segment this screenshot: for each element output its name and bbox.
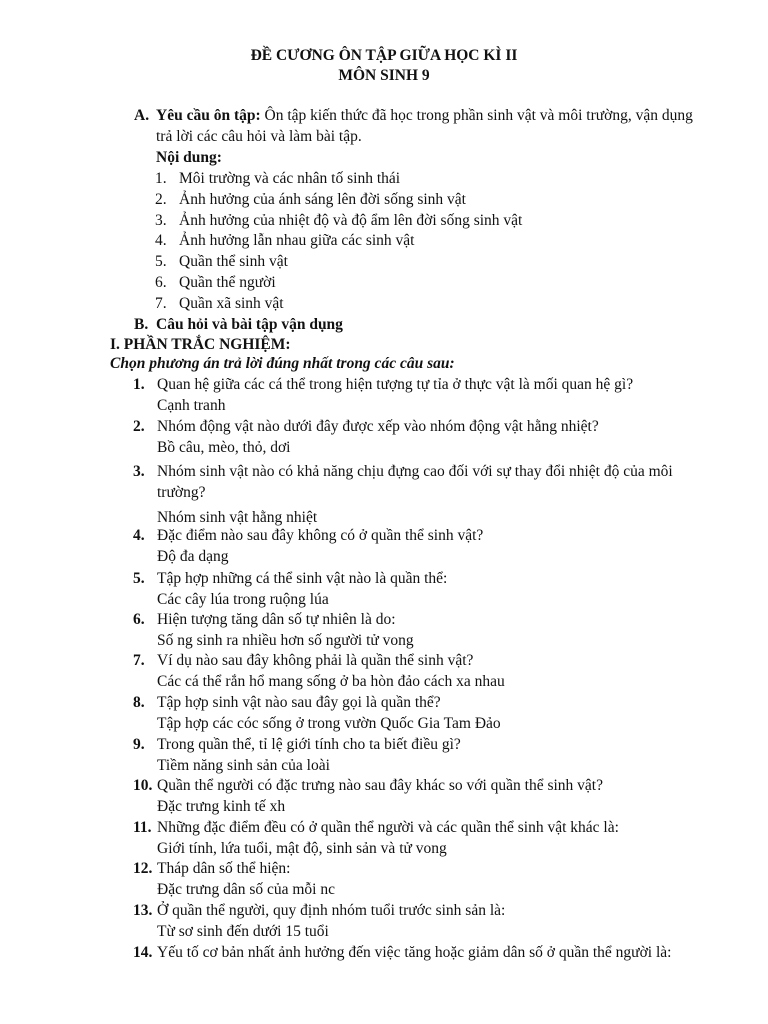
question-10: 10. Quần thể người có đặc trưng nào sau đây khác so với quần thể sinh vật? Đặc trưng kinh tế xh	[133, 776, 693, 818]
answer-text: Đặc trưng kinh tế xh	[157, 797, 286, 815]
question-11: 11. Những đặc điểm đều có ở quần thể người và các quần thể sinh vật khác là: Giới tính, lứa tuổi, mật độ, sinh sản và tử vong	[133, 818, 693, 860]
part1-heading: I. PHẦN TRẮC NGHIỆM:	[110, 336, 291, 353]
question-8: 8. Tập hợp sinh vật nào sau đây gọi là quần thể? Tập hợp các cóc sống ở trong vườn Quốc Gia Tam Đảo	[133, 693, 693, 735]
question-text: Những đặc điểm đều có ở quần thể người và các quần thể sinh vật khác là:	[157, 819, 619, 836]
question-text: Nhóm sinh vật nào có khả năng chịu đựng cao đối với sự thay đổi nhiệt độ của môi trường?	[157, 463, 673, 501]
section-a-label: A.	[134, 107, 150, 124]
question-13: 13. Ở quần thể người, quy định nhóm tuổi trước sinh sản là: Từ sơ sinh đến dưới 15 tuổi	[133, 901, 693, 943]
list-item: 5. Quần thể sinh vật	[155, 253, 288, 271]
question-1: 1. Quan hệ giữa các cá thể trong hiện tượng tự tỉa ở thực vật là mối quan hệ gì? Cạnh tranh	[133, 375, 693, 417]
question-text: Ví dụ nào sau đây không phải là quần thể sinh vật?	[157, 652, 474, 669]
question-12: 12. Tháp dân số thể hiện: Đặc trưng dân số của mỗi nc	[133, 859, 693, 901]
answer-text: Số ng sinh ra nhiều hơn số người tử vong	[157, 631, 414, 649]
question-3: 3. Nhóm sinh vật nào có khả năng chịu đựng cao đối với sự thay đổi nhiệt độ của môi trường? Nhóm sinh vật hằng nhiệt	[133, 462, 693, 528]
question-9: 9. Trong quần thể, tỉ lệ giới tính cho ta biết điều gì? Tiềm năng sinh sản của loài	[133, 735, 693, 777]
question-text: Tập hợp những cá thể sinh vật nào là quần thể:	[157, 570, 448, 587]
answer-text: Bồ câu, mèo, thỏ, dơi	[157, 438, 291, 456]
section-a-text: Ôn tập kiến thức đã học trong phần sinh vật và môi trường, vận dụng trả lời các câu hỏi và làm bài tập.	[156, 107, 693, 145]
answer-text: Các cây lúa trong ruộng lúa	[157, 590, 329, 608]
answer-text: Đặc trưng dân số của mỗi nc	[157, 880, 335, 898]
answer-text: Từ sơ sinh đến dưới 15 tuổi	[157, 922, 329, 940]
question-2: 2. Nhóm động vật nào dưới đây được xếp vào nhóm động vật hằng nhiệt? Bồ câu, mèo, thỏ, dơi	[133, 417, 693, 459]
question-text: Hiện tượng tăng dân số tự nhiên là do:	[157, 611, 396, 628]
content-list	[155, 169, 715, 315]
list-item: 2. Ảnh hưởng của ánh sáng lên đời sống sinh vật	[155, 190, 466, 208]
question-text: Tập hợp sinh vật nào sau đây gọi là quần thể?	[157, 694, 441, 711]
question-14: 14. Yếu tố cơ bản nhất ảnh hưởng đến việc tăng hoặc giảm dân số ở quần thể người là:	[133, 944, 672, 961]
answer-text: Các cá thể rắn hổ mang sống ở ba hòn đảo cách xa nhau	[157, 672, 505, 690]
question-text: Quần thể người có đặc trưng nào sau đây khác so với quần thể sinh vật?	[157, 777, 603, 794]
question-text: Tháp dân số thể hiện:	[157, 860, 291, 877]
question-4: 4. Đặc điểm nào sau đây không có ở quần thể sinh vật? Độ đa dạng	[133, 526, 693, 568]
list-item: 3. Ảnh hưởng của nhiệt độ và độ ẩm lên đời sống sinh vật	[155, 211, 523, 229]
part1-instruction: Chọn phương án trả lời đúng nhất trong các câu sau:	[110, 355, 455, 372]
section-a-heading: Yêu cầu ôn tập:	[156, 107, 261, 124]
list-item: 6. Quần thể người	[155, 273, 276, 291]
list-item: 4. Ảnh hưởng lẫn nhau giữa các sinh vật	[155, 232, 415, 250]
question-text: Nhóm động vật nào dưới đây được xếp vào nhóm động vật hằng nhiệt?	[157, 418, 599, 435]
question-text: Yếu tố cơ bản nhất ảnh hưởng đến việc tăng hoặc giảm dân số ở quần thể người là:	[157, 944, 672, 961]
question-5: 5. Tập hợp những cá thể sinh vật nào là quần thể: Các cây lúa trong ruộng lúa	[133, 569, 693, 611]
list-item: 7. Quần xã sinh vật	[155, 294, 284, 312]
content-label: Nội dung:	[156, 148, 222, 166]
answer-text: Giới tính, lứa tuổi, mật độ, sinh sản và tử vong	[157, 839, 447, 857]
document-title: ĐỀ CƯƠNG ÔN TẬP GIỮA HỌC KÌ II	[250, 47, 518, 64]
question-text: Quan hệ giữa các cá thể trong hiện tượng tự tỉa ở thực vật là mối quan hệ gì?	[157, 376, 634, 393]
question-text: Ở quần thể người, quy định nhóm tuổi trước sinh sản là:	[157, 902, 506, 919]
answer-text: Độ đa dạng	[157, 547, 229, 565]
list-item: 1. Môi trường và các nhân tố sinh thái	[155, 170, 401, 187]
section-a	[134, 106, 694, 168]
answer-text: Tiềm năng sinh sản của loài	[157, 756, 330, 774]
answer-text: Cạnh tranh	[157, 396, 226, 414]
section-b	[134, 315, 694, 336]
answer-text: Tập hợp các cóc sống ở trong vườn Quốc Gia Tam Đảo	[157, 714, 501, 732]
question-text: Trong quần thể, tỉ lệ giới tính cho ta biết điều gì?	[157, 736, 461, 753]
section-b-label: B.	[134, 316, 149, 333]
section-b-heading: Câu hỏi và bài tập vận dụng	[156, 316, 343, 333]
document-subtitle: MÔN SINH 9	[338, 67, 430, 84]
question-text: Đặc điểm nào sau đây không có ở quần thể sinh vật?	[157, 527, 484, 544]
answer-text: Nhóm sinh vật hằng nhiệt	[157, 508, 318, 526]
question-7: 7. Ví dụ nào sau đây không phải là quần thể sinh vật? Các cá thể rắn hổ mang sống ở ba hòn đảo cách xa nhau	[133, 651, 693, 693]
question-6: 6. Hiện tượng tăng dân số tự nhiên là do: Số ng sinh ra nhiều hơn số người tử vong	[133, 610, 693, 652]
